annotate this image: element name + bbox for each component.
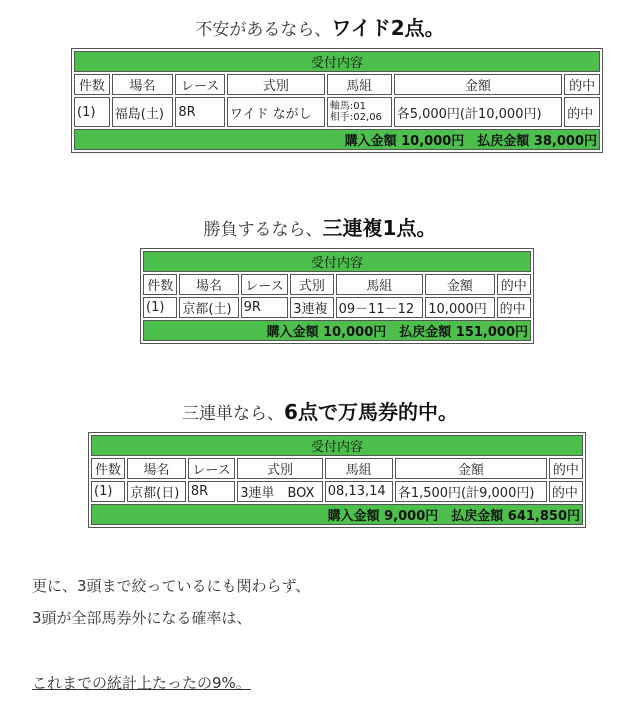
cell-count: (1) [91,481,125,502]
ticket-table-2 [140,248,534,344]
table-total: 購入金額 10,000円 払戻金額 38,000円 [74,129,600,150]
header-count: 件数 [91,458,125,479]
paragraph-2: 3頭が全部馬券外になる確率は、 [32,609,252,627]
cell-bet-type: 3連複 [290,297,333,318]
paragraph-1: 更に、3頭まで絞っているにも関わらず、 [32,577,311,595]
section1-heading [0,12,640,41]
cell-count: (1) [74,97,110,127]
paragraph-3-underlined: これまでの統計上たったの9%。 [32,674,251,692]
table-total: 購入金額 10,000円 払戻金額 151,000円 [143,320,531,341]
header-hit: 的中 [549,458,583,479]
header-bet-type: 式別 [237,458,323,479]
header-race: レース [188,458,235,479]
cell-hit: 的中 [497,297,531,318]
cell-amount: 10,000円 [425,297,494,318]
section3-heading-prefix: 三連単なら、 [182,404,285,424]
cell-combo: 09－11－12 [336,297,424,318]
header-race: レース [175,74,225,95]
cell-hit: 的中 [549,481,583,502]
header-hit: 的中 [564,74,600,95]
cell-hit: 的中 [564,97,600,127]
section1-heading-prefix: 不安があるなら、 [195,20,332,40]
section3-heading-bold: 6点で万馬券的中。 [284,400,458,424]
cell-combo [327,97,392,127]
header-combo: 馬組 [336,274,424,295]
ticket-table-3 [88,432,586,528]
section3-heading [0,396,640,425]
header-venue: 場名 [179,274,238,295]
combo-line2: 相手:02,06 [329,112,382,123]
cell-venue: 福島(土) [112,97,174,127]
header-bet-type: 式別 [290,274,333,295]
ticket-table-1 [71,48,603,153]
cell-race: 9R [241,297,289,318]
cell-race: 8R [175,97,225,127]
section2-heading-bold: 三連複1点。 [322,216,437,240]
header-amount: 金額 [395,458,547,479]
table-title: 受付内容 [74,51,600,72]
header-race: レース [241,274,289,295]
header-count: 件数 [74,74,110,95]
section2-heading-prefix: 勝負するなら、 [203,220,323,240]
header-count: 件数 [143,274,177,295]
cell-bet-type: ワイド ながし [227,97,325,127]
section1-heading-bold: ワイド2点。 [331,16,445,40]
header-combo: 馬組 [327,74,392,95]
header-bet-type: 式別 [227,74,325,95]
cell-amount: 各5,000円(計10,000円) [394,97,563,127]
section2-heading [0,212,640,241]
cell-race: 8R [188,481,235,502]
header-amount: 金額 [394,74,563,95]
cell-amount: 各1,500円(計9,000円) [395,481,547,502]
table-title: 受付内容 [143,251,531,272]
combo-line1: 軸馬:01 [329,101,367,112]
table-title: 受付内容 [91,435,583,456]
header-venue: 場名 [127,458,186,479]
header-combo: 馬組 [325,458,393,479]
table-total: 購入金額 9,000円 払戻金額 641,850円 [91,504,583,525]
header-venue: 場名 [112,74,174,95]
cell-combo: 08,13,14 [325,481,393,502]
cell-venue: 京都(土) [179,297,238,318]
header-amount: 金額 [425,274,494,295]
cell-count: (1) [143,297,177,318]
header-hit: 的中 [497,274,531,295]
cell-venue: 京都(日) [127,481,186,502]
cell-bet-type: 3連単 BOX [237,481,323,502]
